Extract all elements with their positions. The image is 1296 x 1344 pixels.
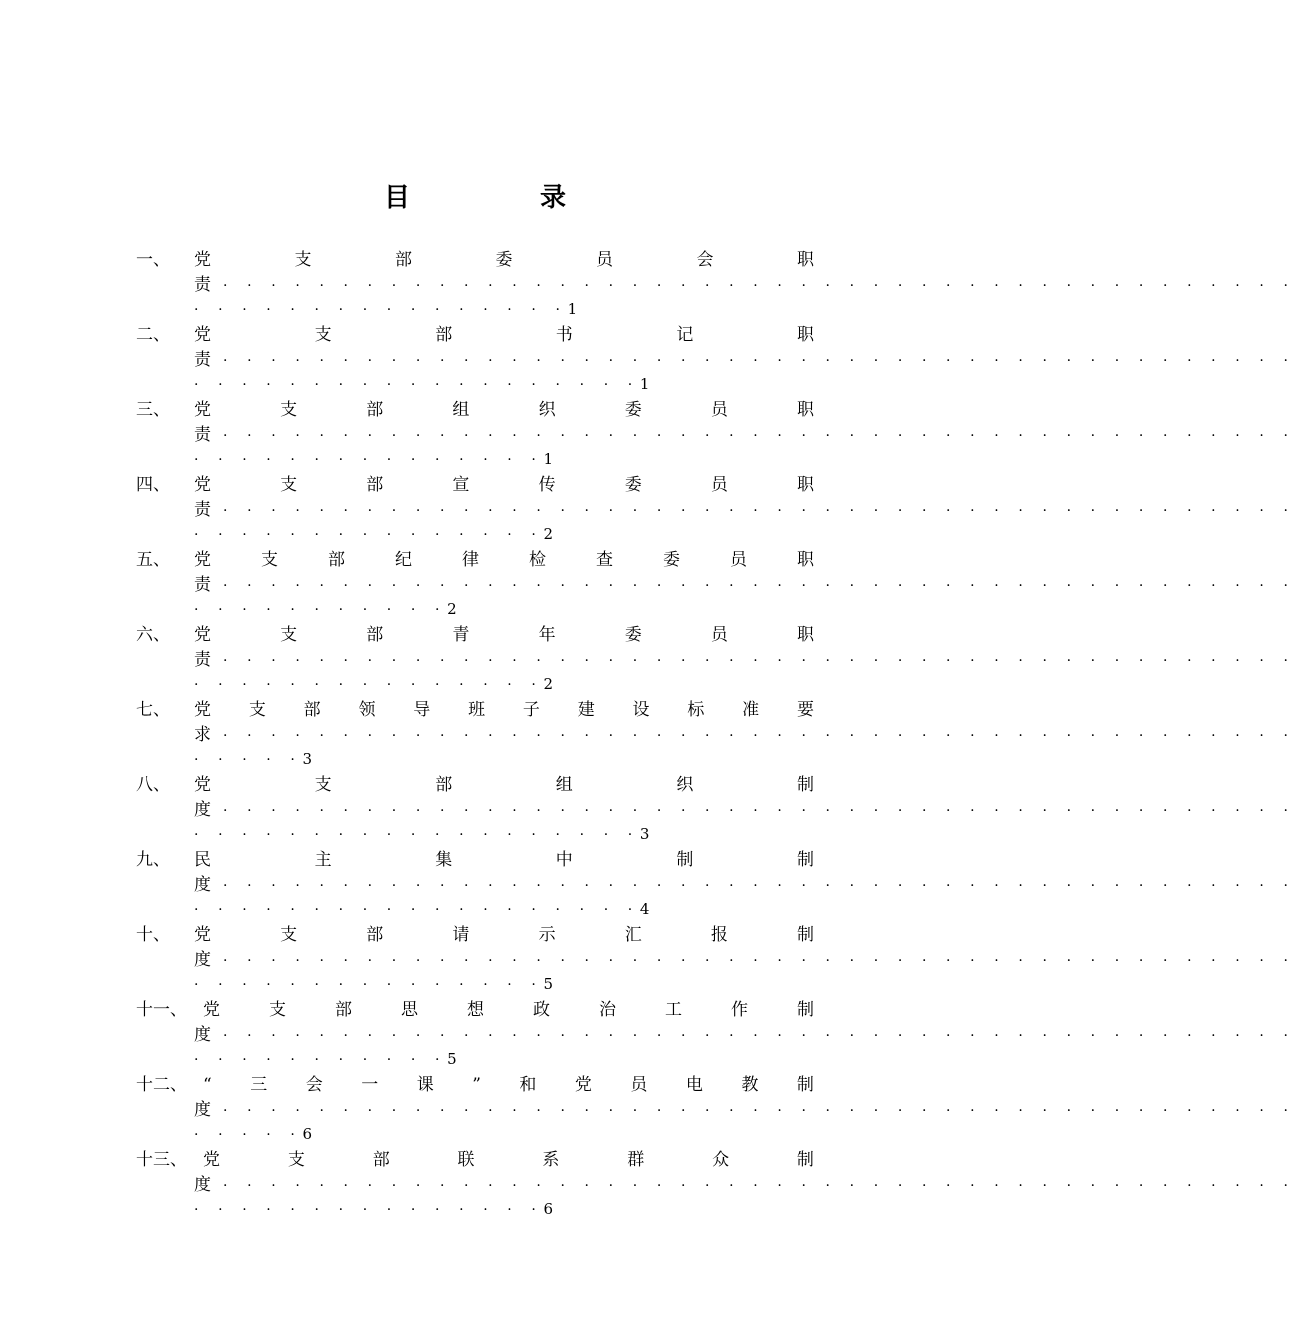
toc-title-char: 会 bbox=[696, 250, 714, 270]
dot-leader: · · · · · · · · · · · · · · · · · · · · · · · · · · · · · · · · · · · · · · · · · · · · · bbox=[211, 578, 1296, 594]
toc-title-char: 支 bbox=[287, 1150, 305, 1170]
toc-title-char: 员 bbox=[710, 475, 728, 495]
toc-title-char: 班 bbox=[468, 700, 486, 720]
toc-title-char: 支 bbox=[280, 625, 298, 645]
toc-title-char: 委 bbox=[624, 625, 642, 645]
toc-entry-leader-line bbox=[194, 597, 457, 622]
toc-title-char: 党 bbox=[194, 925, 211, 945]
dot-leader: · · · · · · · · · · · · · · · bbox=[194, 452, 544, 468]
dot-leader: · · · · · · · · · · · · · · · · · · · bbox=[194, 902, 640, 918]
toc-title-char: 员 bbox=[630, 1075, 648, 1095]
toc-page-number: 3 bbox=[302, 750, 312, 768]
toc-entry-number: 十一、 bbox=[136, 1000, 187, 1020]
toc-title-char: 会 bbox=[305, 1075, 323, 1095]
toc-entry-leader-line bbox=[194, 372, 649, 397]
toc-title-char: 委 bbox=[663, 550, 680, 570]
toc-entry-title bbox=[194, 773, 814, 797]
toc-title-char: 工 bbox=[665, 1000, 682, 1020]
toc-title-char: 子 bbox=[522, 700, 540, 720]
toc-page-number: 2 bbox=[447, 600, 457, 618]
toc-entry-title bbox=[194, 548, 814, 572]
toc-page-number: 1 bbox=[543, 450, 554, 468]
dot-leader: · · · · · · · · · · · · · · · · · · · · · · · · · · · · · · · · · · · · · · · · · · · · · bbox=[211, 653, 1296, 669]
toc-title-char: 组 bbox=[555, 775, 573, 795]
toc-page-number: 4 bbox=[639, 900, 650, 918]
dot-leader: · · · · · · · · · · · · · · · · · · · · · · · · · · · · · · · · · · · · · · · · · · · · · bbox=[211, 1103, 1296, 1119]
toc-title-char: 党 bbox=[203, 1000, 220, 1020]
toc-title-last-char: 责 bbox=[194, 350, 211, 370]
toc-entry-leader-line bbox=[194, 522, 553, 547]
toc-entry-number: 七、 bbox=[136, 700, 170, 720]
toc-entry-leader-line bbox=[194, 822, 649, 847]
toc-entry[interactable] bbox=[0, 245, 1296, 320]
toc-entry[interactable] bbox=[0, 320, 1296, 395]
toc-entry[interactable] bbox=[0, 770, 1296, 845]
toc-title-char: 请 bbox=[452, 925, 470, 945]
dot-leader: · · · · · · · · · · · · · · · bbox=[194, 1202, 544, 1218]
toc-entry[interactable] bbox=[0, 395, 1296, 470]
toc-title-char: 委 bbox=[624, 475, 642, 495]
toc-title-char: 部 bbox=[366, 400, 384, 420]
toc-title-char: 青 bbox=[452, 625, 470, 645]
toc-entry-number: 三、 bbox=[136, 400, 170, 420]
toc-title-char: 部 bbox=[366, 475, 384, 495]
toc-title-char: 政 bbox=[533, 1000, 550, 1020]
toc-page-number: 5 bbox=[543, 975, 554, 993]
toc-page-number: 1 bbox=[639, 375, 650, 393]
dot-leader: · · · · · · · · · · · · · · · · · · · · · · · · · · · · · · · · · · · · · · · · · · · · · bbox=[211, 353, 1296, 369]
toc-entry[interactable] bbox=[0, 1070, 1296, 1145]
toc-title-char: 制 bbox=[796, 775, 814, 795]
dot-leader: · · · · · · · · · · · · · · · · · · · · · · · · · · · · · · · · · · · · · · · · · · · · · bbox=[211, 953, 1296, 969]
toc-title-char: 部 bbox=[303, 700, 321, 720]
toc-title-char: 党 bbox=[194, 325, 211, 345]
toc-entry-title bbox=[194, 848, 814, 872]
toc-title-char: 支 bbox=[269, 1000, 286, 1020]
toc-entry-title-end bbox=[194, 348, 1296, 373]
toc-title-char: 课 bbox=[416, 1075, 434, 1095]
toc-entry-title-end bbox=[194, 1173, 1296, 1198]
dot-leader: · · · · · · · · · · · bbox=[194, 1052, 448, 1068]
toc-title-char: 电 bbox=[685, 1075, 703, 1095]
dot-leader: · · · · · · · · · · · bbox=[194, 602, 448, 618]
toc-title-last-char: 责 bbox=[194, 275, 211, 295]
toc-title-last-char: 责 bbox=[194, 425, 211, 445]
dot-leader: · · · · · · · · · · · · · · · · · · · · · · · · · · · · · · · · · · · · · · · · · · · · · bbox=[211, 803, 1296, 819]
toc-title-last-char: 责 bbox=[194, 500, 211, 520]
toc-entry-leader-line bbox=[194, 297, 577, 322]
dot-leader: · · · · · · · · · · · · · · · · · · · · · · · · · · · · · · · · · · · · · · · · · · · · · bbox=[211, 1028, 1296, 1044]
toc-title-char: 治 bbox=[599, 1000, 616, 1020]
toc-entry-leader-line bbox=[194, 447, 553, 472]
dot-leader: · · · · · bbox=[194, 752, 303, 768]
toc-title-char: 查 bbox=[596, 550, 613, 570]
toc-title-char: 制 bbox=[796, 925, 814, 945]
toc-title-char: 建 bbox=[577, 700, 595, 720]
toc-title-char: 想 bbox=[467, 1000, 484, 1020]
dot-leader: · · · · · · · · · · · · · · · bbox=[194, 677, 544, 693]
toc-title-char: 制 bbox=[796, 1075, 814, 1095]
toc-entry-title-end bbox=[194, 648, 1296, 673]
toc-title-char: 系 bbox=[542, 1150, 560, 1170]
toc-title-char: 织 bbox=[538, 400, 556, 420]
toc-title-last-char: 责 bbox=[194, 575, 211, 595]
toc-title-char: 联 bbox=[457, 1150, 475, 1170]
toc-page-number: 6 bbox=[302, 1125, 312, 1143]
toc-entry[interactable] bbox=[0, 995, 1296, 1070]
toc-title-char: “ bbox=[203, 1075, 212, 1095]
page-title: 目 录 bbox=[383, 183, 618, 213]
toc-title-char: 员 bbox=[730, 550, 747, 570]
toc-entry-title bbox=[194, 923, 814, 947]
toc-title-char: 支 bbox=[294, 250, 312, 270]
toc-title-char: 宣 bbox=[452, 475, 470, 495]
toc-title-char: 部 bbox=[435, 325, 453, 345]
toc-title-char: 准 bbox=[742, 700, 760, 720]
toc-title-char: 报 bbox=[710, 925, 728, 945]
toc-entry[interactable] bbox=[0, 1145, 1296, 1220]
toc-title-char: 中 bbox=[555, 850, 573, 870]
toc-title-char: 一 bbox=[361, 1075, 379, 1095]
toc-title-char: 支 bbox=[280, 475, 298, 495]
toc-entry[interactable] bbox=[0, 845, 1296, 920]
toc-title-last-char: 度 bbox=[194, 1100, 211, 1120]
toc-entry-title bbox=[194, 623, 814, 647]
toc-title-char: 和 bbox=[519, 1075, 537, 1095]
toc-title-char: 主 bbox=[314, 850, 332, 870]
toc-title-char: 部 bbox=[435, 775, 453, 795]
toc-title-char: 集 bbox=[435, 850, 453, 870]
toc-title-last-char: 度 bbox=[194, 950, 211, 970]
dot-leader: · · · · · bbox=[194, 1127, 303, 1143]
toc-title-char: 职 bbox=[796, 475, 814, 495]
toc-entry-leader-line bbox=[194, 747, 312, 772]
dot-leader: · · · · · · · · · · · · · · · · · · · · · · · · · · · · · · · · · · · · · · · · · · · · · bbox=[211, 278, 1296, 294]
toc-entry[interactable] bbox=[0, 620, 1296, 695]
toc-title-char: 三 bbox=[250, 1075, 268, 1095]
toc-entry-leader-line bbox=[194, 972, 553, 997]
dot-leader: · · · · · · · · · · · · · · · · · · · bbox=[194, 377, 640, 393]
toc-entry-title bbox=[203, 998, 814, 1022]
toc-title-char: 书 bbox=[555, 325, 573, 345]
toc-title-char: 教 bbox=[741, 1075, 759, 1095]
toc-entry-title bbox=[194, 698, 814, 722]
toc-title-char: 支 bbox=[314, 775, 332, 795]
toc-entry-leader-line bbox=[194, 1047, 457, 1072]
toc-title-char: 部 bbox=[395, 250, 412, 270]
toc-title-char: 部 bbox=[366, 625, 384, 645]
toc-title-last-char: 度 bbox=[194, 1175, 211, 1195]
toc-entry-number: 十二、 bbox=[136, 1075, 187, 1095]
toc-entry-number: 一、 bbox=[136, 250, 170, 270]
toc-title-char: 职 bbox=[796, 400, 814, 420]
toc-title-char: 检 bbox=[529, 550, 546, 570]
dot-leader: · · · · · · · · · · · · · · · bbox=[194, 977, 544, 993]
toc-entry-title bbox=[194, 473, 814, 497]
toc-title-char: 职 bbox=[797, 550, 814, 570]
toc-title-char: 织 bbox=[676, 775, 694, 795]
toc-title-char: 职 bbox=[796, 625, 814, 645]
toc-title-char: 员 bbox=[596, 250, 613, 270]
toc-entry-number: 八、 bbox=[136, 775, 170, 795]
toc-title-char: 民 bbox=[194, 850, 211, 870]
toc-title-char: 支 bbox=[248, 700, 266, 720]
toc-entry-title bbox=[194, 398, 814, 422]
toc-page-number: 6 bbox=[543, 1200, 554, 1218]
toc-entry-leader-line bbox=[194, 897, 649, 922]
toc-title-char: 制 bbox=[797, 1000, 814, 1020]
toc-title-char: 导 bbox=[413, 700, 431, 720]
toc-title-char: ” bbox=[472, 1075, 481, 1095]
toc-entry-title-end bbox=[194, 498, 1296, 523]
toc-title-last-char: 度 bbox=[194, 800, 211, 820]
toc-title-char: 党 bbox=[194, 700, 211, 720]
toc-title-char: 设 bbox=[632, 700, 650, 720]
toc-title-char: 部 bbox=[328, 550, 345, 570]
toc-title-char: 支 bbox=[314, 325, 332, 345]
toc-entry-number: 六、 bbox=[136, 625, 170, 645]
dot-leader: · · · · · · · · · · · · · · · bbox=[194, 527, 544, 543]
toc-entry-leader-line bbox=[194, 1197, 553, 1222]
toc-entry-number: 九、 bbox=[136, 850, 170, 870]
toc-title-char: 职 bbox=[797, 250, 814, 270]
toc-entry[interactable] bbox=[0, 470, 1296, 545]
toc-title-char: 员 bbox=[710, 400, 728, 420]
toc-title-char: 领 bbox=[358, 700, 376, 720]
toc-entry-title-end bbox=[194, 273, 1296, 298]
toc-title-char: 员 bbox=[710, 625, 728, 645]
toc-title-char: 职 bbox=[796, 325, 814, 345]
toc-title-char: 制 bbox=[676, 850, 694, 870]
toc-title-char: 部 bbox=[366, 925, 384, 945]
toc-title-char: 支 bbox=[280, 400, 298, 420]
toc-title-char: 党 bbox=[194, 775, 211, 795]
toc-title-char: 党 bbox=[194, 550, 211, 570]
dot-leader: · · · · · · · · · · · · · · · · · · · · · · · · · · · · · · · · · · · · · · · · · · · · · bbox=[211, 1178, 1296, 1194]
toc-entry[interactable] bbox=[0, 695, 1296, 770]
toc-entry-leader-line bbox=[194, 672, 553, 697]
toc-entry-title-end bbox=[194, 798, 1296, 823]
toc-entry-title bbox=[203, 1073, 814, 1097]
toc-entry-title-end bbox=[194, 573, 1296, 598]
toc-title-char: 要 bbox=[796, 700, 814, 720]
toc-title-last-char: 度 bbox=[194, 1025, 211, 1045]
toc-title-char: 示 bbox=[538, 925, 556, 945]
toc-entry-title-end bbox=[194, 873, 1296, 898]
toc-entry[interactable] bbox=[0, 920, 1296, 995]
toc-entry-title bbox=[194, 323, 814, 347]
toc-title-char: 党 bbox=[194, 250, 211, 270]
toc-entry[interactable] bbox=[0, 545, 1296, 620]
toc-entry-title bbox=[194, 248, 814, 272]
toc-entry-number: 五、 bbox=[136, 550, 170, 570]
toc-title-char: 律 bbox=[462, 550, 479, 570]
toc-title-char: 党 bbox=[203, 1150, 220, 1170]
toc-page-number: 5 bbox=[447, 1050, 457, 1068]
toc-page-number: 2 bbox=[543, 525, 554, 543]
toc-title-char: 年 bbox=[538, 625, 556, 645]
toc-entry-number: 十三、 bbox=[136, 1150, 187, 1170]
toc-title-char: 汇 bbox=[624, 925, 642, 945]
toc-title-char: 群 bbox=[627, 1150, 645, 1170]
toc-title-char: 作 bbox=[731, 1000, 748, 1020]
toc-entry-title-end bbox=[194, 423, 1296, 448]
dot-leader: · · · · · · · · · · · · · · · · bbox=[194, 302, 568, 318]
toc-title-char: 支 bbox=[261, 550, 278, 570]
toc-entry-title-end bbox=[194, 723, 1296, 748]
toc-title-char: 党 bbox=[194, 400, 211, 420]
toc-title-char: 记 bbox=[676, 325, 694, 345]
toc-title-char: 标 bbox=[687, 700, 705, 720]
toc-title-char: 思 bbox=[401, 1000, 418, 1020]
toc-title-char: 传 bbox=[538, 475, 556, 495]
toc-title-char: 纪 bbox=[395, 550, 412, 570]
dot-leader: · · · · · · · · · · · · · · · · · · · bbox=[194, 827, 640, 843]
toc-title-last-char: 责 bbox=[194, 650, 211, 670]
dot-leader: · · · · · · · · · · · · · · · · · · · · · · · · · · · · · · · · · · · · · · · · · · · · · bbox=[211, 503, 1296, 519]
dot-leader: · · · · · · · · · · · · · · · · · · · · · · · · · · · · · · · · · · · · · · · · · · · · · bbox=[211, 878, 1296, 894]
toc-entry-number: 四、 bbox=[136, 475, 170, 495]
toc-title-char: 部 bbox=[335, 1000, 352, 1020]
toc-title-char: 组 bbox=[452, 400, 470, 420]
toc-entry-title-end bbox=[194, 1023, 1296, 1048]
toc-page-number: 2 bbox=[543, 675, 554, 693]
toc-title-char: 部 bbox=[372, 1150, 390, 1170]
toc-title-char: 众 bbox=[712, 1150, 730, 1170]
toc-entry-number: 二、 bbox=[136, 325, 170, 345]
toc-entry-number: 十、 bbox=[136, 925, 170, 945]
toc-title-char: 委 bbox=[624, 400, 642, 420]
dot-leader: · · · · · · · · · · · · · · · · · · · · · · · · · · · · · · · · · · · · · · · · · · · · · bbox=[211, 728, 1296, 744]
toc-entry-title-end bbox=[194, 948, 1296, 973]
toc-title-char: 制 bbox=[796, 1150, 814, 1170]
toc-entry-leader-line bbox=[194, 1122, 312, 1147]
toc-entry-title-end bbox=[194, 1098, 1296, 1123]
dot-leader: · · · · · · · · · · · · · · · · · · · · · · · · · · · · · · · · · · · · · · · · · · · · · bbox=[211, 428, 1296, 444]
toc-title-last-char: 求 bbox=[194, 725, 211, 745]
toc-title-char: 党 bbox=[574, 1075, 592, 1095]
toc-title-char: 党 bbox=[194, 625, 211, 645]
toc-title-char: 制 bbox=[796, 850, 814, 870]
toc-page-number: 3 bbox=[639, 825, 650, 843]
toc-title-char: 党 bbox=[194, 475, 211, 495]
table-of-contents bbox=[0, 245, 1296, 1220]
toc-title-last-char: 度 bbox=[194, 875, 211, 895]
toc-title-char: 委 bbox=[495, 250, 513, 270]
toc-title-char: 支 bbox=[280, 925, 298, 945]
toc-entry-title bbox=[203, 1148, 814, 1172]
toc-page-number: 1 bbox=[567, 300, 578, 318]
